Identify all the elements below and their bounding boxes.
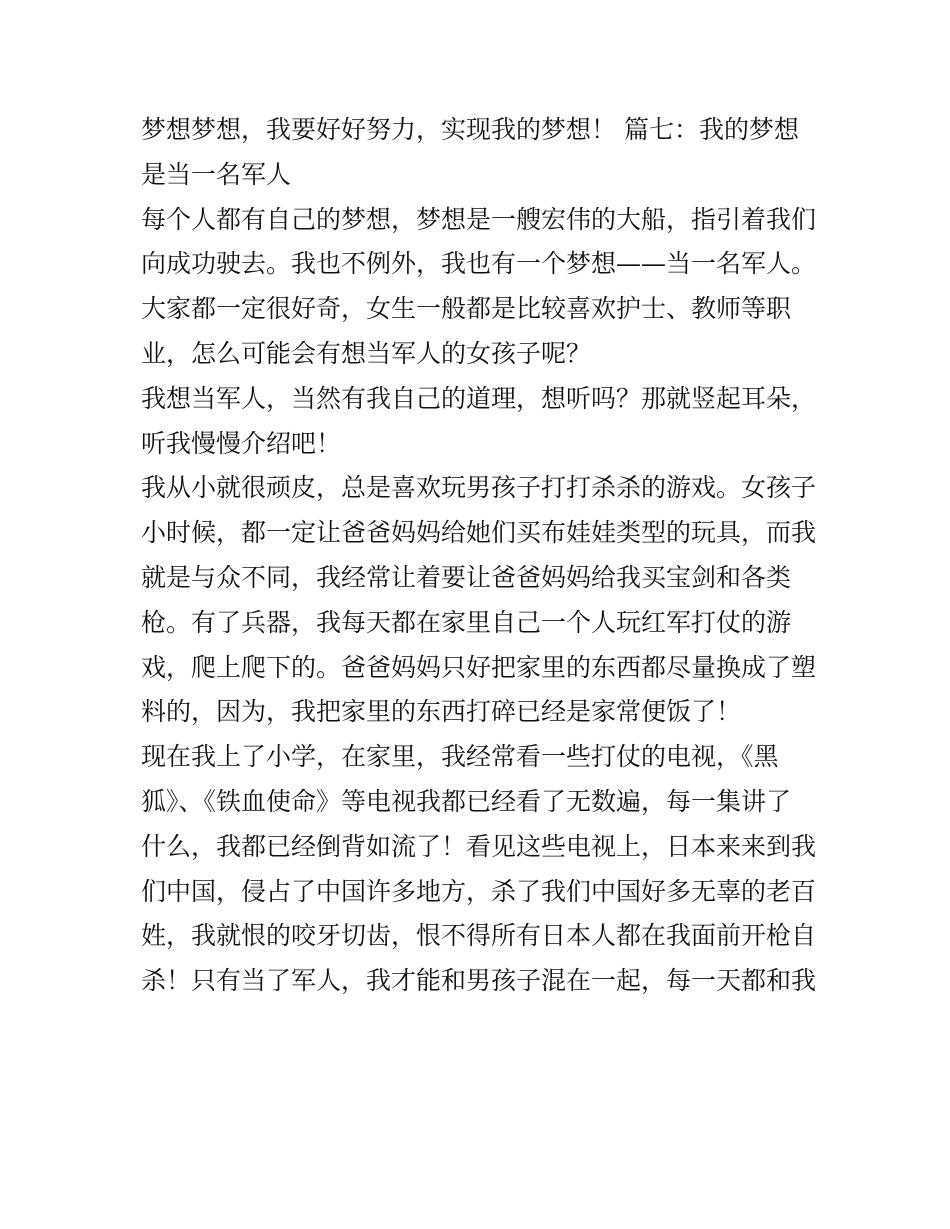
- text-line: 料的，因为，我把家里的东西打碎已经是家常便饭了！: [141, 697, 742, 727]
- text-line: 戏，爬上爬下的。爸爸妈妈只好把家里的东西都尽量换成了塑: [141, 652, 817, 682]
- text-line: 听我慢慢介绍吧！: [141, 428, 342, 458]
- text-line: 现在我上了小学，在家里，我经常看一些打仗的电视，《黑: [141, 742, 779, 772]
- essay-body: [141, 108, 821, 1004]
- text-line: 我想当军人，当然有我自己的道理，想听吗？那就竖起耳朵，: [141, 383, 817, 413]
- text-line: 业，怎么可能会有想当军人的女孩子呢？: [141, 338, 592, 368]
- text-line: 小时候，都一定让爸爸妈妈给她们买布娃娃类型的玩具，而我: [141, 518, 817, 548]
- text-line: 大家都一定很好奇，女生一般都是比较喜欢护士、教师等职: [141, 294, 792, 324]
- text-line: 梦想梦想，我要好好努力，实现我的梦想！ 篇七：我的梦想: [141, 115, 799, 144]
- text-line: 是当一名军人: [141, 159, 292, 189]
- text-line: 杀！只有当了军人，我才能和男孩子混在一起，每一天都和我: [141, 966, 817, 996]
- text-line: 我从小就很顽皮，总是喜欢玩男孩子打打杀杀的游戏。女孩子: [141, 473, 817, 503]
- text-line: 狐》、《铁血使命》等电视我都已经看了无数遍，每一集讲了: [141, 786, 792, 816]
- text-line: 们中国，侵占了中国许多地方，杀了我们中国好多无辜的老百: [141, 876, 817, 906]
- text-line: 就是与众不同，我经常让着要让爸爸妈妈给我买宝剑和各类: [141, 562, 792, 592]
- text-line: 向成功驶去。我也不例外，我也有一个梦想——当一名军人。: [141, 249, 817, 279]
- text-line: 什么，我都已经倒背如流了！看见这些电视上，日本来来到我: [141, 831, 817, 861]
- text-line: 姓，我就恨的咬牙切齿，恨不得所有日本人都在我面前开枪自: [141, 921, 817, 951]
- text-line: 每个人都有自己的梦想，梦想是一艘宏伟的大船，指引着我们: [141, 204, 817, 234]
- text-line: 枪。有了兵器，我每天都在家里自己一个人玩红军打仗的游: [141, 607, 792, 637]
